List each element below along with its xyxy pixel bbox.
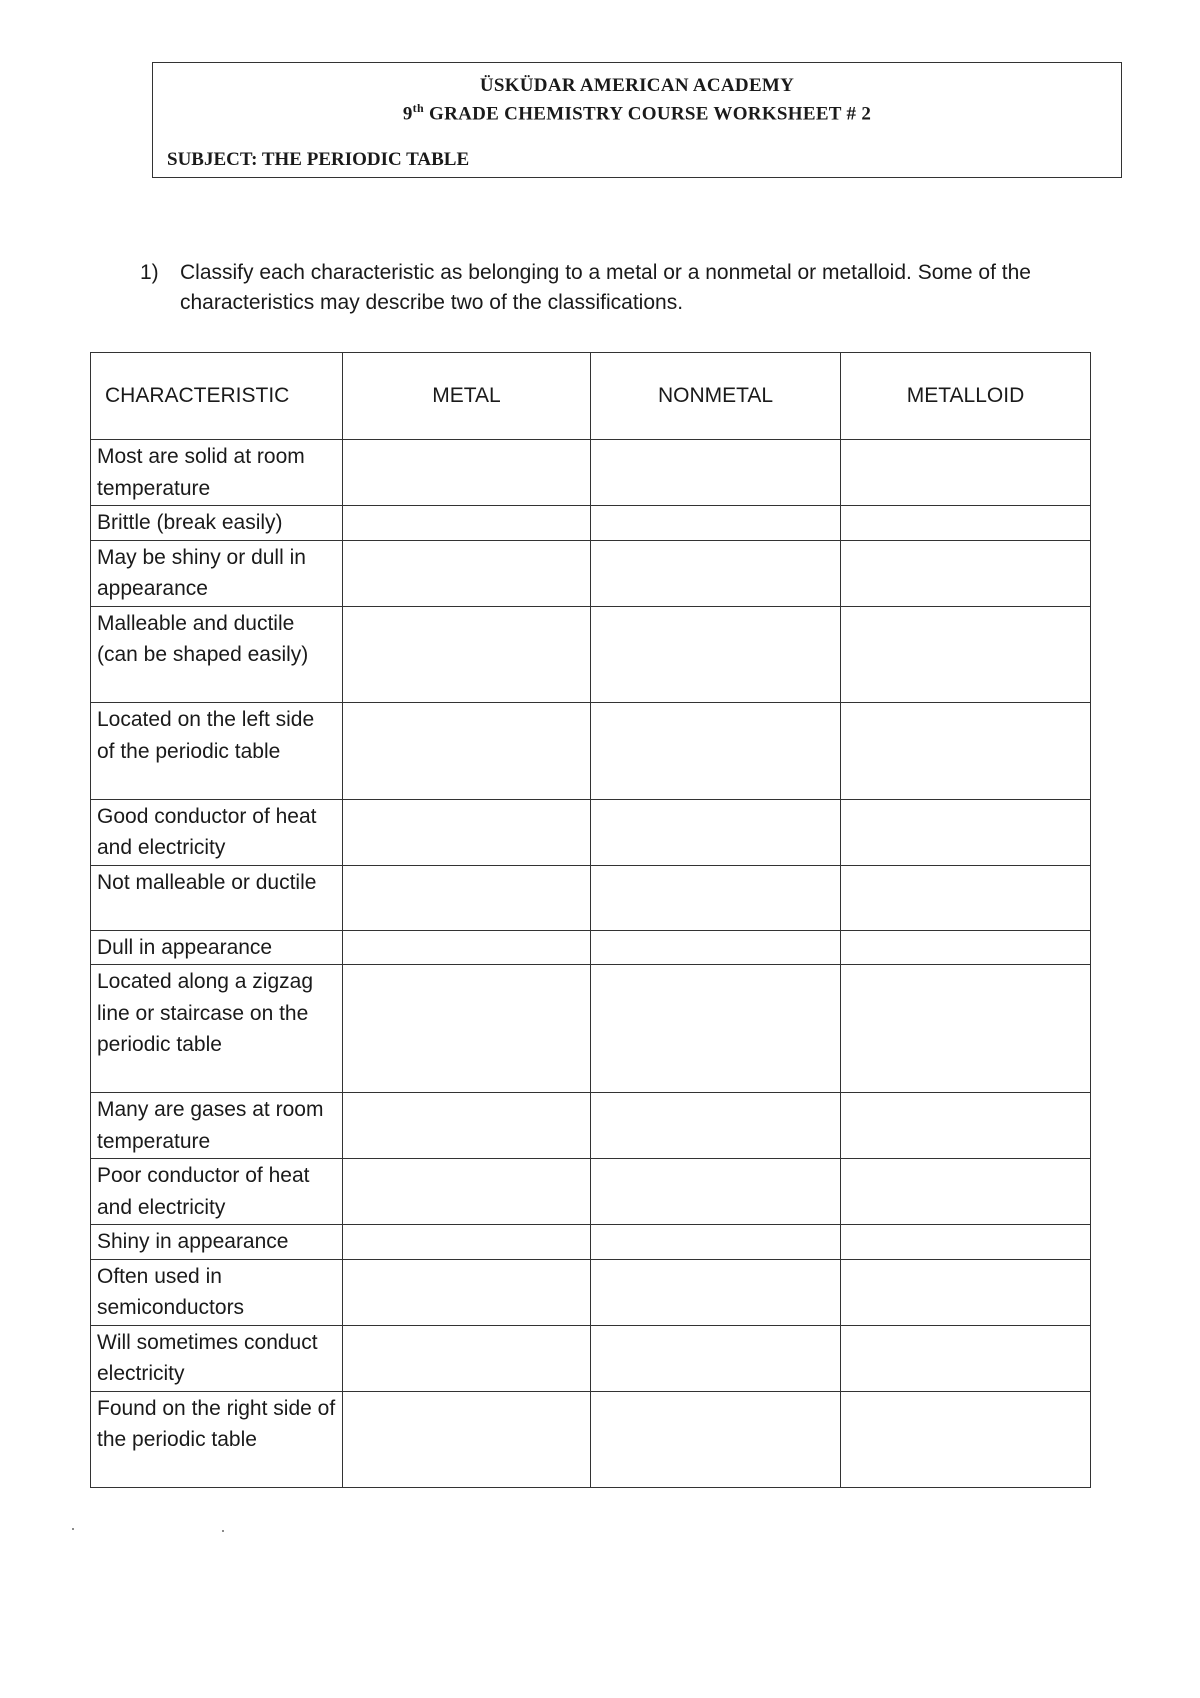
nonmetal-answer-cell[interactable] — [591, 703, 841, 800]
metal-answer-cell[interactable] — [343, 540, 591, 606]
metal-answer-cell[interactable] — [343, 1325, 591, 1391]
table-row — [91, 1259, 1091, 1325]
metalloid-answer-cell[interactable] — [841, 506, 1091, 541]
metalloid-answer-cell[interactable] — [841, 799, 1091, 865]
nonmetal-answer-cell[interactable] — [591, 540, 841, 606]
characteristic-cell: Good conductor of heat and electricity — [91, 799, 343, 865]
nonmetal-answer-cell[interactable] — [591, 799, 841, 865]
table-row — [91, 440, 1091, 506]
metalloid-answer-cell[interactable] — [841, 1391, 1091, 1488]
table-row — [91, 540, 1091, 606]
metalloid-answer-cell[interactable] — [841, 606, 1091, 703]
metal-answer-cell[interactable] — [343, 440, 591, 506]
table-row — [91, 1391, 1091, 1488]
column-header-metal: METAL — [343, 353, 591, 440]
characteristic-cell: Malleable and ductile (can be shaped easily) — [91, 606, 343, 703]
table-row — [91, 1159, 1091, 1225]
grade-suffix: th — [412, 101, 424, 115]
column-header-nonmetal: NONMETAL — [591, 353, 841, 440]
subject-line: SUBJECT: THE PERIODIC TABLE — [167, 149, 470, 170]
nonmetal-answer-cell[interactable] — [591, 1259, 841, 1325]
table-row — [91, 506, 1091, 541]
nonmetal-answer-cell[interactable] — [591, 506, 841, 541]
table-header-row — [91, 353, 1091, 440]
table-row — [91, 1325, 1091, 1391]
table-row — [91, 703, 1091, 800]
metal-answer-cell[interactable] — [343, 703, 591, 800]
question-number: 1) — [140, 261, 159, 284]
metal-answer-cell[interactable] — [343, 865, 591, 930]
characteristic-cell: Many are gases at room temperature — [91, 1093, 343, 1159]
nonmetal-answer-cell[interactable] — [591, 965, 841, 1093]
table-row — [91, 930, 1091, 965]
nonmetal-answer-cell[interactable] — [591, 1225, 841, 1260]
table-row — [91, 606, 1091, 703]
metal-answer-cell[interactable] — [343, 606, 591, 703]
characteristic-cell: Not malleable or ductile — [91, 865, 343, 930]
metal-answer-cell[interactable] — [343, 965, 591, 1093]
characteristic-cell: Poor conductor of heat and electricity — [91, 1159, 343, 1225]
characteristic-cell: Located on the left side of the periodic table — [91, 703, 343, 800]
course-title: GRADE CHEMISTRY COURSE WORKSHEET # 2 — [429, 103, 872, 125]
characteristic-cell: Shiny in appearance — [91, 1225, 343, 1260]
metal-answer-cell[interactable] — [343, 930, 591, 965]
characteristic-cell: Will sometimes conduct electricity — [91, 1325, 343, 1391]
table-row — [91, 799, 1091, 865]
metalloid-answer-cell[interactable] — [841, 540, 1091, 606]
metalloid-answer-cell[interactable] — [841, 440, 1091, 506]
metalloid-answer-cell[interactable] — [841, 1093, 1091, 1159]
metal-answer-cell[interactable] — [343, 1391, 591, 1488]
nonmetal-answer-cell[interactable] — [591, 440, 841, 506]
table-row — [91, 865, 1091, 930]
school-name: ÜSKÜDAR AMERICAN ACADEMY — [479, 75, 795, 96]
table-row — [91, 1093, 1091, 1159]
nonmetal-answer-cell[interactable] — [591, 1159, 841, 1225]
nonmetal-answer-cell[interactable] — [591, 865, 841, 930]
metal-answer-cell[interactable] — [343, 799, 591, 865]
nonmetal-answer-cell[interactable] — [591, 1325, 841, 1391]
metal-answer-cell[interactable] — [343, 1093, 591, 1159]
worksheet-title — [153, 101, 1121, 125]
column-header-characteristic: CHARACTERISTIC — [91, 353, 343, 440]
metalloid-answer-cell[interactable] — [841, 1259, 1091, 1325]
metalloid-answer-cell[interactable] — [841, 965, 1091, 1093]
metalloid-answer-cell[interactable] — [841, 865, 1091, 930]
metal-answer-cell[interactable] — [343, 1225, 591, 1260]
table-body — [91, 440, 1091, 1488]
metal-answer-cell[interactable] — [343, 1159, 591, 1225]
characteristic-cell: Found on the right side of the periodic table — [91, 1391, 343, 1488]
metal-answer-cell[interactable] — [343, 506, 591, 541]
grade-number: 9 — [402, 103, 413, 125]
characteristic-cell: May be shiny or dull in appearance — [91, 540, 343, 606]
nonmetal-answer-cell[interactable] — [591, 606, 841, 703]
stray-mark — [222, 1530, 224, 1532]
characteristic-cell: Located along a zigzag line or staircase on the periodic table — [91, 965, 343, 1093]
worksheet-header — [152, 62, 1122, 178]
characteristic-cell: Dull in appearance — [91, 930, 343, 965]
characteristic-cell: Most are solid at room temperature — [91, 440, 343, 506]
question-text: Classify each characteristic as belonging to a metal or a nonmetal or metalloid. Some of the characteristics may describe two of the classifications. — [180, 261, 1031, 314]
stray-mark — [72, 1528, 74, 1530]
metalloid-answer-cell[interactable] — [841, 703, 1091, 800]
metalloid-answer-cell[interactable] — [841, 1159, 1091, 1225]
metalloid-answer-cell[interactable] — [841, 1325, 1091, 1391]
nonmetal-answer-cell[interactable] — [591, 1093, 841, 1159]
metal-answer-cell[interactable] — [343, 1259, 591, 1325]
metalloid-answer-cell[interactable] — [841, 930, 1091, 965]
characteristic-cell: Brittle (break easily) — [91, 506, 343, 541]
column-header-metalloid: METALLOID — [841, 353, 1091, 440]
table-row — [91, 965, 1091, 1093]
metalloid-answer-cell[interactable] — [841, 1225, 1091, 1260]
nonmetal-answer-cell[interactable] — [591, 930, 841, 965]
nonmetal-answer-cell[interactable] — [591, 1391, 841, 1488]
table-row — [91, 1225, 1091, 1260]
characteristic-cell: Often used in semiconductors — [91, 1259, 343, 1325]
classification-table — [90, 352, 1091, 1488]
